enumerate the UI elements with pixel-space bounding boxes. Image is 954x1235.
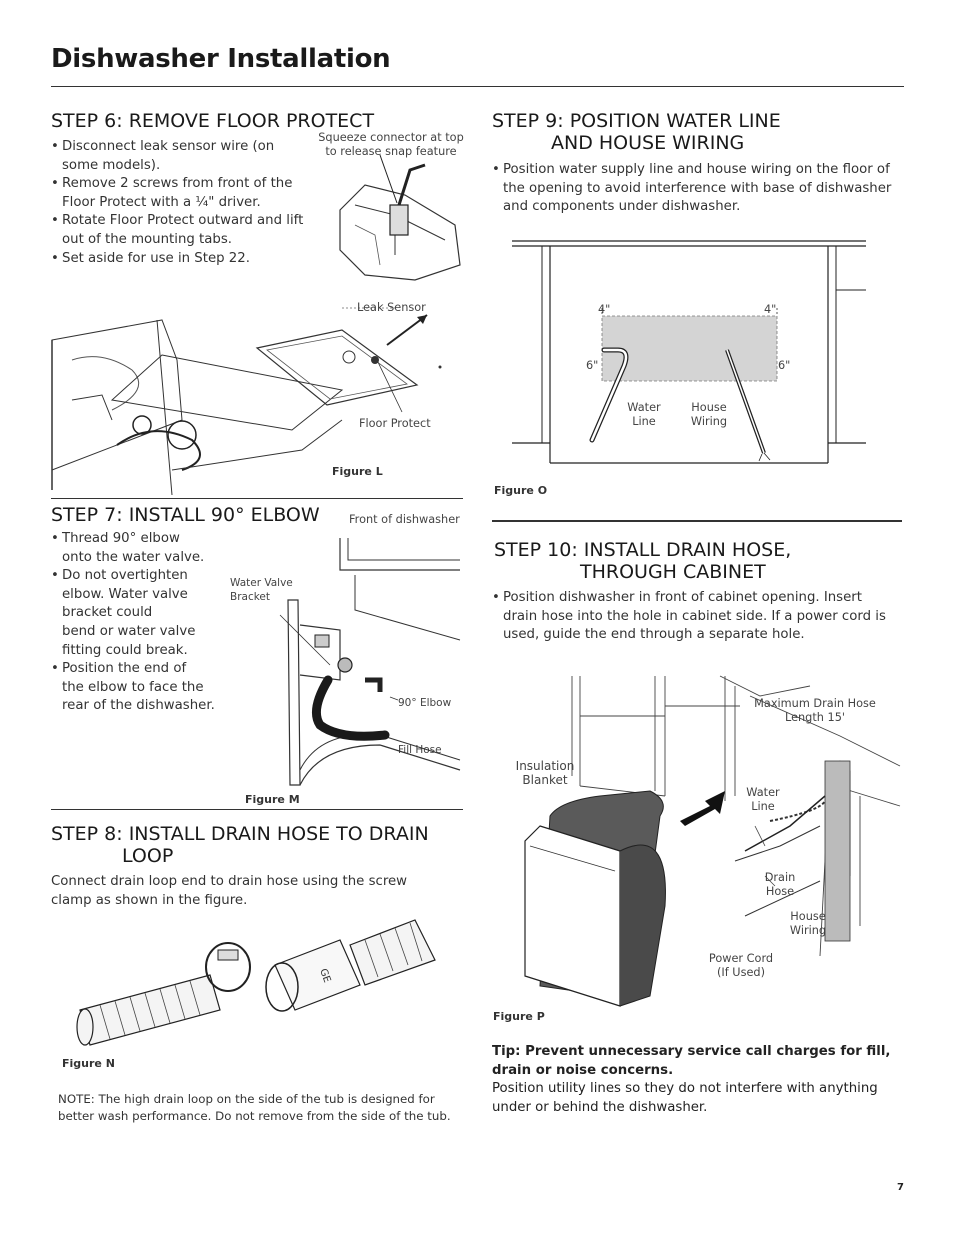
house-wiring-label	[684, 401, 734, 428]
connector-illustration	[335, 155, 465, 285]
figure-o-caption: Figure O	[494, 484, 548, 497]
floor-protect-illustration	[42, 300, 452, 500]
step8-body: Connect drain loop end to drain hose using the screw clamp as shown in the figure.	[51, 874, 408, 908]
leak-sensor-label: Leak Sensor	[357, 301, 426, 314]
figure-n-caption: Figure N	[62, 1057, 115, 1070]
water-line-label	[620, 401, 668, 428]
step6-bullet: • Disconnect leak sensor wire (on some models).	[51, 138, 307, 175]
line: Power Cord	[708, 952, 774, 965]
step7-bullets	[51, 530, 226, 716]
elbow-label: 90° Elbow	[398, 697, 452, 709]
drain-hose-illustration	[70, 915, 450, 1055]
front-label: Front of dishwasher	[349, 513, 460, 526]
step9-bullet: • Position water supply line and house wiring on the floor of the opening to avoid interference with base of dishwasher and components under dishwasher.	[492, 161, 897, 217]
line: Length 15'	[784, 710, 846, 724]
squeeze-callout	[318, 131, 464, 158]
fill-hose-label: Fill Hose	[398, 744, 442, 756]
callout-line: to release snap feature	[325, 144, 457, 158]
line: STEP 8: INSTALL DRAIN HOSE TO DRAIN	[51, 823, 429, 845]
line: LOOP	[122, 845, 174, 867]
line: better wash performance. Do not remove from the side of the tub.	[58, 1109, 451, 1123]
page-title: Dishwasher Installation	[51, 44, 391, 74]
line: Insulation	[515, 759, 575, 773]
power-cord-label	[700, 952, 782, 979]
max-drain-label	[748, 697, 882, 724]
step6-heading: STEP 6: REMOVE FLOOR PROTECT	[51, 110, 375, 132]
line: Water	[627, 401, 661, 414]
step7-rule	[51, 498, 463, 499]
figure-m-caption: Figure M	[245, 793, 300, 806]
step10-bullet: • Position dishwasher in front of cabinet opening. Insert drain hose into the hole in cabinet side. If a power cord is used, guide the end through a separate hole.	[492, 589, 897, 645]
step7-bullet	[51, 567, 226, 660]
step8-note	[58, 1091, 451, 1125]
tip-bold: Tip: Prevent unnecessary service call charges for fill, drain or noise concerns.	[492, 1044, 891, 1078]
dim-4-left: 4"	[598, 303, 611, 316]
line: STEP 9: POSITION WATER LINE	[492, 110, 781, 132]
line: (If Used)	[717, 965, 765, 979]
line: the elbow to face the	[62, 679, 204, 695]
line: bend or water valve	[62, 623, 196, 639]
tip-block	[492, 1043, 902, 1117]
svg-text:GE: GE	[317, 967, 333, 985]
line: onto the water valve.	[62, 549, 205, 565]
step6-bullet: • Remove 2 screws from front of the Floor Protect with a ¼" driver.	[51, 175, 307, 212]
line: STEP 10: INSTALL DRAIN HOSE,	[494, 539, 792, 561]
insulation-label	[510, 760, 580, 787]
step7-bullet	[51, 530, 226, 567]
line: House	[691, 401, 727, 414]
line: THROUGH CABINET	[580, 561, 766, 583]
line: AND HOUSE WIRING	[551, 132, 745, 154]
line: Maximum Drain Hose	[754, 697, 876, 710]
line: Water Valve	[230, 577, 293, 589]
step6-bullets	[51, 138, 307, 268]
line: Water	[746, 786, 780, 799]
line: • Position the end of	[62, 661, 187, 677]
step9-heading	[492, 110, 781, 154]
line: elbow. Water valve	[62, 586, 188, 602]
dim-6-right: 6"	[778, 359, 791, 372]
step9-bullets	[492, 161, 897, 217]
line: Line	[751, 799, 775, 813]
page-number: 7	[897, 1182, 904, 1193]
water-line-label-p	[738, 786, 788, 813]
house-wiring-label-p	[782, 910, 834, 937]
step10-heading	[494, 539, 791, 583]
dim-6-left: 6"	[586, 359, 599, 372]
step7-bullet	[51, 660, 226, 716]
opening-illustration	[512, 238, 866, 464]
step7-heading: STEP 7: INSTALL 90° ELBOW	[51, 504, 320, 526]
floor-protect-label: Floor Protect	[359, 417, 431, 430]
line: bracket could	[62, 605, 153, 621]
line: Bracket	[230, 590, 271, 603]
step8-heading	[51, 823, 429, 867]
line: Wiring	[789, 923, 827, 937]
line: NOTE: The high drain loop on the side of the tub is designed for	[58, 1092, 435, 1106]
line: Blanket	[522, 772, 568, 787]
step6-bullet: • Set aside for use in Step 22.	[51, 250, 307, 269]
figure-p-caption: Figure P	[493, 1010, 545, 1023]
step10-bullets	[492, 589, 897, 645]
callout-line: Squeeze connector at top	[318, 131, 464, 144]
dim-4-right: 4"	[764, 303, 777, 316]
line: House	[790, 910, 826, 923]
step10-rule	[492, 520, 902, 522]
title-rule	[51, 86, 904, 87]
step6-bullet: • Rotate Floor Protect outward and lift out of the mounting tabs.	[51, 212, 307, 249]
line: Line	[632, 414, 656, 428]
line: • Thread 90° elbow	[62, 531, 180, 546]
line: Wiring	[690, 414, 728, 428]
figure-l-caption: Figure L	[332, 465, 383, 478]
step8-rule	[51, 809, 463, 810]
drain-hose-label	[756, 871, 804, 898]
line: • Do not overtighten	[62, 568, 188, 584]
elbow-illustration	[270, 530, 460, 795]
line: Hose	[765, 884, 795, 898]
line: rear of the dishwasher.	[62, 698, 215, 714]
tip-body: Position utility lines so they do not interfere with anything under or behind the dishwasher.	[492, 1081, 878, 1115]
line: fitting could break.	[62, 642, 188, 658]
line: Drain	[764, 871, 796, 884]
